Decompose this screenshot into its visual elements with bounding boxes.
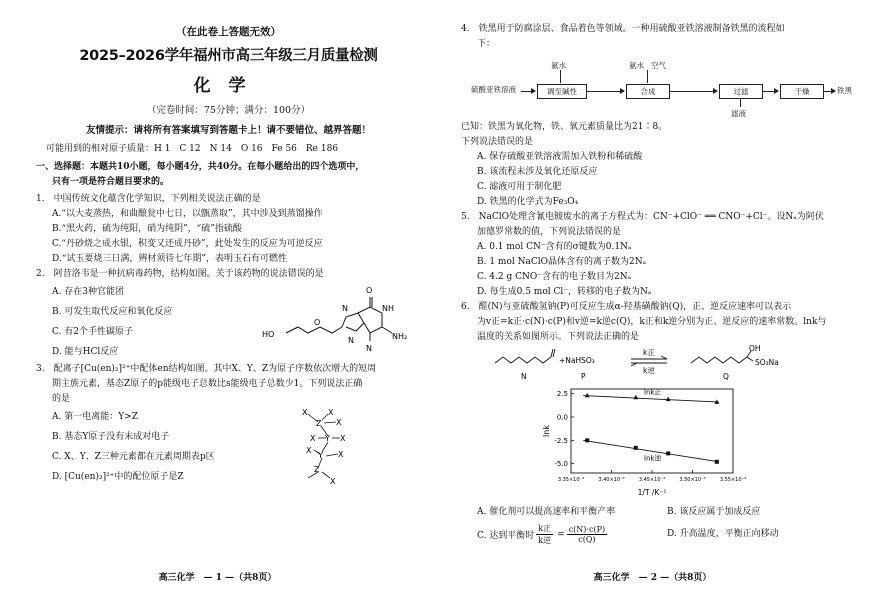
q5-stem-b: 加德罗常数的值，下列说法错误的是 [477, 227, 622, 237]
series-label: lnk逆 [644, 454, 662, 463]
data-point-triangle [666, 397, 671, 401]
struct-label: X [310, 434, 316, 443]
q6-equals: = [557, 529, 565, 540]
struct-label: O [366, 286, 373, 295]
question-1 [36, 192, 421, 267]
label-p: P [581, 372, 586, 381]
q1-option-a: A.“以大麦蒸热，和曲酿瓮中七日，以甑蒸取”，其中涉及到蒸馏操作 [52, 209, 323, 219]
q3-option-b: B. 基态Y原子没有未成对电子 [52, 432, 170, 442]
y-tick-label: -5.0 [554, 460, 568, 469]
flow-output-filtrate: 滤液 [731, 109, 746, 118]
q3-stem-a: 3. 配离子[Cu(en)₂]²⁺中配体en结构如图。其中X、Y、Z为原子序数依次增大的短周 [36, 364, 377, 374]
process-flowchart [461, 56, 852, 118]
struct-label: Z [314, 465, 320, 474]
time-score: （完卷时间：75分钟；满分：100分） [146, 105, 311, 116]
struct-label: HO [262, 330, 275, 339]
struct-label: Y [318, 451, 323, 460]
rxn-oh: OH [749, 344, 761, 353]
q1-stem: 1. 中国传统文化蕴含化学知识，下列相关说法正确的是 [36, 194, 261, 204]
label-q: Q [723, 372, 729, 381]
subject-title: 化学 [193, 76, 264, 96]
q6-stem-b: 为v正=k正·c(N)·c(P)和v逆=k逆c(Q)，k正和k逆分别为正、逆反应的速率常数。lnk与 [477, 317, 827, 327]
x-tick-label: 3.55×10⁻³ [719, 477, 747, 483]
flow-arrow [823, 91, 835, 92]
q4-stem-b: 下： [477, 39, 496, 49]
atomic-masses: 可能用到的相对原子质量：H 1 C 12 N 14 O 16 Fe 56 Re 186 [46, 144, 339, 154]
flow-box-adjust: 调至碱性 [537, 84, 587, 99]
rxn-kf: k正 [643, 348, 655, 357]
y-tick-label: -2.5 [554, 436, 568, 445]
flow-end: 铁黑 [837, 86, 852, 95]
flow-input-air: 空气 [651, 61, 666, 70]
q2-option-c: C. 有2个手性碳原子 [52, 327, 134, 337]
x-tick-label: 3.35×10⁻³ [557, 477, 585, 483]
q6-frac-k [536, 523, 553, 546]
q6-stem-c: 温度的关系如图所示。下列说法正确的是 [477, 332, 640, 342]
q4-option-c: C. 滤液可用于制化肥 [477, 182, 562, 192]
q6-frac-k-den: k逆 [538, 536, 552, 545]
struct-label: X [306, 446, 312, 455]
data-point-square [715, 460, 719, 464]
y-tick-label: 0.0 [556, 413, 568, 422]
q5-option-b: B. 1 mol NaClO晶体含有的离子数为2Nₐ [477, 257, 647, 267]
x-tick-label: 3.45×10⁻³ [638, 477, 666, 483]
lnk-vs-reciprocal-temperature-chart [541, 383, 747, 501]
q3-stem-c: 的是 [52, 394, 71, 404]
y-tick-label: 2.5 [556, 390, 568, 399]
q3-option-d: D. [Cu(en)₂]²⁺中的配位原子是Z [52, 472, 184, 482]
q6-frac-c [567, 525, 607, 544]
section1-header-cont: 只有一项是符合题目要求的。 [52, 177, 170, 187]
rxn-kr: k逆 [643, 366, 655, 375]
q1-option-d: D.“试玉要烧三日满，辨材须待七年期”，表明玉石有可燃性 [52, 254, 287, 264]
flow-start: 硫酸亚铁溶液 [471, 85, 516, 94]
struct-label: Y [325, 434, 330, 443]
series-line [583, 396, 719, 403]
q5-option-c: C. 4.2 g CNO⁻含有的电子数目为2Nₐ [477, 272, 632, 282]
q1-option-b: B.“黑火药，硫为纯阳，硝为纯阴”，“硫”指硫酸 [52, 224, 242, 234]
flow-arrow [521, 91, 535, 92]
question-3 [36, 362, 421, 487]
struct-label: Z [316, 419, 322, 428]
tip: 友情提示：请将所有答案填写到答题卡上！请不要错位、越界答题！ [85, 125, 371, 136]
flow-box-filter: 过滤 [719, 84, 763, 99]
q4-option-d: D. 铁黑的化学式为Fe₃O₄ [477, 197, 579, 207]
data-point-square [634, 446, 638, 450]
struct-label: N [348, 336, 354, 345]
struct-label: NH [382, 304, 394, 313]
q6-options [461, 503, 852, 561]
flow-box-synthesis: 合成 [626, 84, 670, 99]
notice: （在此卷上答题无效） [176, 26, 281, 38]
q4-option-b: B. 该流程未涉及氧化还原反应 [477, 167, 598, 177]
q2-stem: 2. 阿昔洛韦是一种抗病毒药物，结构如图。关于该药物的说法错误的是 [36, 269, 324, 279]
struct-label: N [366, 344, 372, 353]
q4-stem-a: 4. 铁黑用于防腐涂层、食品着色等领域。一种用硫酸亚铁溶液制备铁黑的流程如 [461, 24, 785, 34]
flow-arrow [560, 70, 561, 83]
q1-option-c: C.“丹砂烧之成水银，积变又还成丹砂”，此处发生的反应为可逆反应 [52, 239, 323, 249]
x-tick-label: 3.40×10⁻³ [598, 477, 625, 483]
flow-arrow [586, 91, 624, 92]
right-page [435, 0, 870, 597]
q6-option-a: A. 催化剂可以提高速率和平衡产率 [477, 507, 616, 517]
q6-stem-a: 6. 醛(N)与亚硫酸氢钠(P)可反应生成α-羟基磺酸钠(Q)，正、逆反应速率可以表示 [461, 302, 792, 312]
question-2 [36, 267, 421, 362]
flow-arrow [740, 99, 741, 107]
data-point-triangle [585, 393, 590, 397]
y-axis-label: lnk [542, 425, 551, 437]
data-point-square [666, 451, 670, 455]
q6-frac-k-num: k正 [538, 524, 552, 533]
q6-frac-c-den: c(Q) [578, 535, 596, 544]
flow-arrow [762, 91, 778, 92]
flow-arrow [647, 70, 648, 83]
q3-option-c: C. X、Y、Z三种元素都在元素周期表p区 [52, 452, 215, 462]
q5-stem-a: 5. NaClO处理含氰电镀废水的离子方程式为：CN⁻+ClO⁻ ══ CNO⁻+Cl⁻。设Nₐ为阿伏 [461, 212, 824, 222]
exam-title: 2025–2026学年福州市高三年级三月质量检测 [79, 48, 378, 64]
q6-option-c [477, 523, 607, 546]
q3-option-a: A. 第一电离能：Y>Z [52, 412, 138, 422]
flow-input-ammonia: 氨水 [551, 61, 566, 70]
question-4 [461, 22, 852, 210]
q5-option-d: D. 每生成0.5 mol Cl⁻，转移的电子数为Nₐ [477, 287, 652, 297]
struct-label: X [328, 408, 334, 417]
q5-option-a: A. 0.1 mol CN⁻含有的σ键数为0.1Nₐ [477, 242, 632, 252]
q3-stem-b: 期主族元素，基态Z原子的p能级电子总数比s能级电子总数少1。下列说法正确 [52, 379, 363, 389]
struct-label: X [336, 418, 342, 427]
rxn-so3na: SO₃Na [755, 358, 779, 367]
q2-option-d: D. 能与HCl反应 [52, 347, 119, 357]
q4-known: 已知：铁黑为氧化物，铁、氧元素质量比为21∶8。 [461, 122, 668, 132]
struct-label: NH₂ [392, 332, 408, 341]
label-n: N [521, 372, 527, 381]
question-5 [461, 210, 852, 300]
left-footer: 高三化学 — 1 —（共8页） [158, 573, 277, 583]
data-point-square [585, 438, 589, 442]
acyclovir-structure [246, 281, 426, 361]
x-axis-label: 1/T /K⁻¹ [637, 488, 667, 497]
q4-option-a: A. 保存硫酸亚铁溶液需加入铁粉和稀硫酸 [477, 152, 643, 162]
struct-label: O [314, 318, 321, 327]
flow-arrow [669, 91, 717, 92]
right-footer: 高三化学 — 2 —（共8页） [593, 573, 712, 583]
en-structure [296, 406, 366, 488]
struct-label: X [330, 477, 336, 486]
q6-option-c-label: C. 达到平衡时 [477, 531, 535, 541]
q2-option-a: A. 存在3种官能团 [52, 287, 124, 297]
rxn-plus-bisulfite: +NaHSO₃ [559, 356, 595, 365]
q6-frac-c-num: c(N)·c(P) [568, 525, 606, 534]
series-label: lnk正 [644, 388, 662, 397]
struct-label: X [302, 408, 308, 417]
x-tick-label: 3.50×10⁻³ [679, 477, 706, 483]
q4-ask: 下列说法错误的是 [461, 137, 534, 147]
flow-box-dry: 干燥 [780, 84, 824, 99]
flow-input-ammonia-2: 氨水 [629, 61, 644, 70]
question-6 [461, 300, 852, 561]
data-point-triangle [633, 395, 638, 399]
struct-label: X [338, 450, 344, 459]
q6-option-d: D. 升高温度，平衡正向移动 [667, 529, 779, 539]
q2-option-b: B. 可发生取代反应和氧化反应 [52, 307, 173, 317]
struct-label: N [342, 304, 348, 313]
struct-label: X [340, 434, 346, 443]
section1-header: 一、选择题：本题共10小题，每小题4分，共40分。在每小题给出的四个选项中， [36, 162, 365, 172]
q6-option-b: B. 该反应属于加成反应 [667, 507, 761, 517]
reaction-scheme [461, 345, 851, 383]
